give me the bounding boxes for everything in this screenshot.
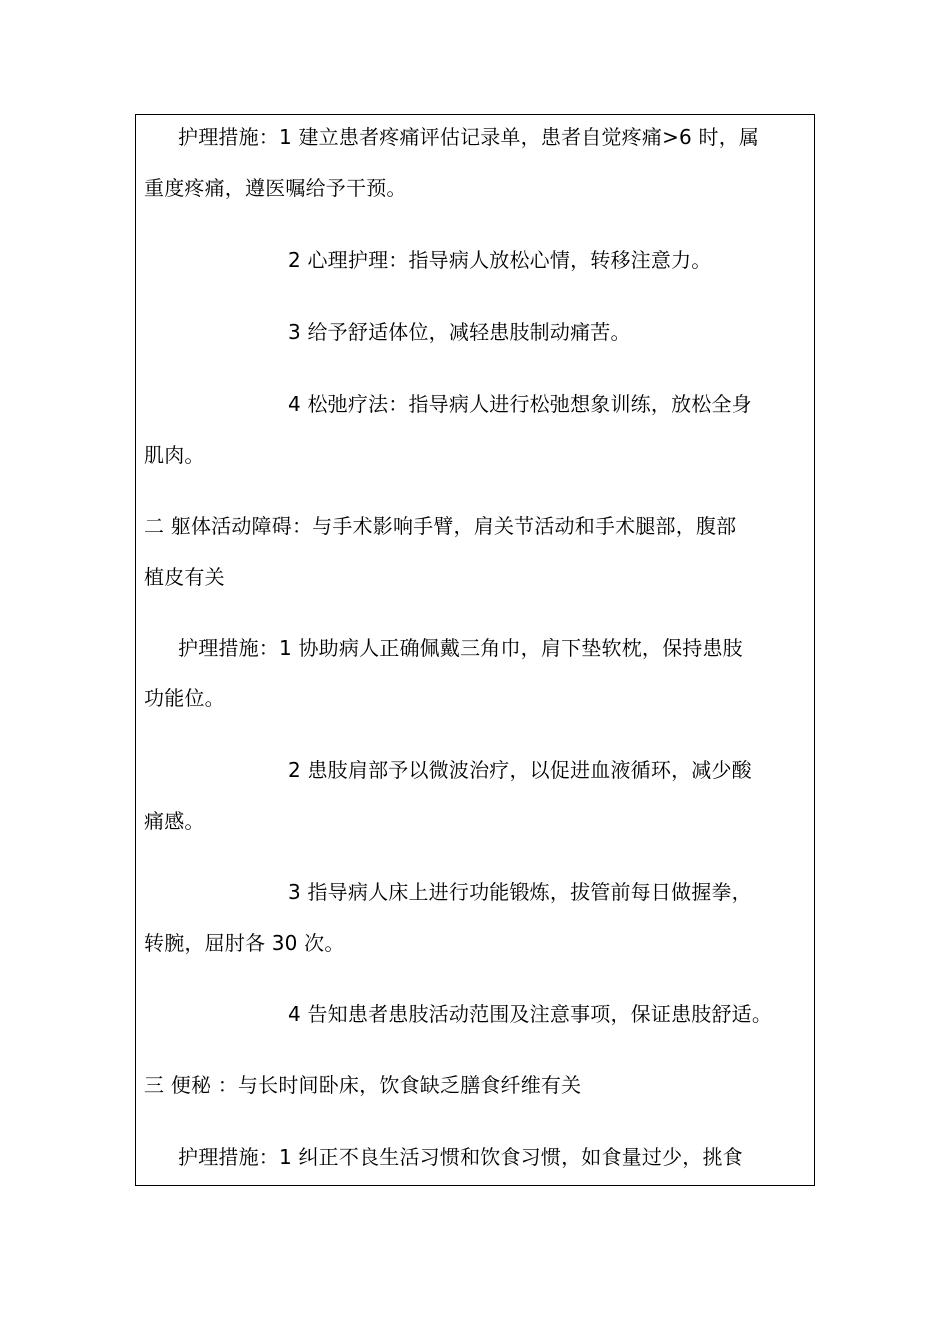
text-line: 2 心理护理：指导病人放松心情，转移注意力。 — [288, 248, 712, 272]
text-line: 4 松弛疗法：指导病人进行松弛想象训练，放松全身 — [288, 392, 752, 416]
section-heading: 三 便秘 ：与长时间卧床，饮食缺乏膳食纤维有关 — [144, 1073, 582, 1097]
text-line: 2 患肢肩部予以微波治疗，以促进血液循环，减少酸 — [288, 758, 752, 782]
section-heading: 二 躯体活动障碍：与手术影响手臂，肩关节活动和手术腿部，腹部 — [144, 514, 737, 538]
text-line: 3 指导病人床上进行功能锻炼，拔管前每日做握拳， — [288, 880, 752, 904]
text-line: 转腕，屈肘各 30 次。 — [144, 931, 345, 955]
text-line: 护理措施：1 纠正不良生活习惯和饮食习惯，如食量过少，挑食 — [178, 1145, 743, 1169]
text-line: 植皮有关 — [144, 565, 225, 589]
text-line: 护理措施：1 协助病人正确佩戴三角巾，肩下垫软枕，保持患肢 — [178, 636, 743, 660]
text-line: 4 告知患者患肢活动范围及注意事项，保证患肢舒适。 — [288, 1002, 773, 1026]
text-line: 重度疼痛，遵医嘱给予干预。 — [144, 176, 407, 200]
text-line: 肌肉。 — [144, 443, 205, 467]
text-line: 3 给予舒适体位，减轻患肢制动痛苦。 — [288, 320, 631, 344]
text-line: 护理措施：1 建立患者疼痛评估记录单，患者自觉疼痛>6 时，属 — [178, 125, 760, 149]
text-line: 功能位。 — [144, 686, 225, 710]
text-line: 痛感。 — [144, 809, 205, 833]
